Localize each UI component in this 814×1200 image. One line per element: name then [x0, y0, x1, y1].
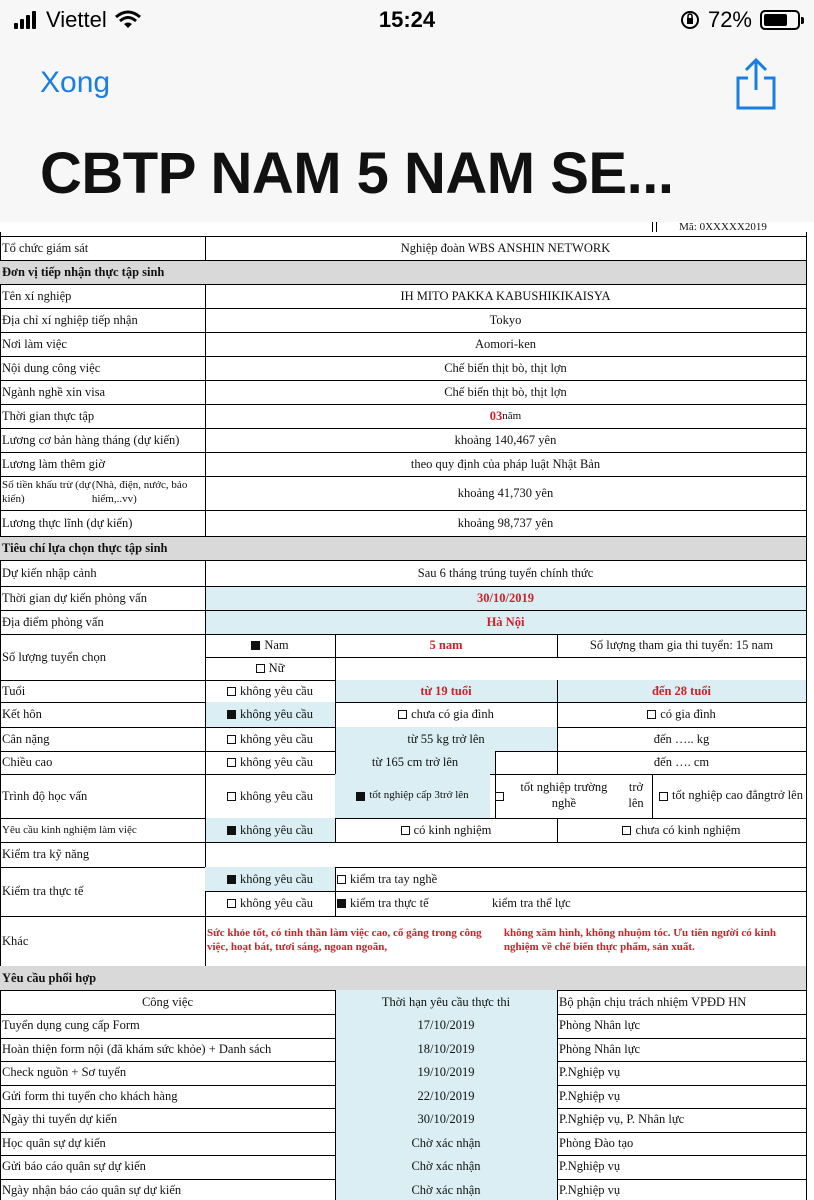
task-dept: Phòng Đào tạo: [559, 1135, 634, 1150]
net-value: khoảng 98,737 yên: [457, 515, 554, 530]
weight-from: từ 55 kg trở lên: [335, 727, 557, 751]
edu-no-req: [205, 774, 335, 818]
field-label: Khác: [2, 933, 29, 948]
exp-no-req: [205, 818, 335, 842]
field-label: Tổ chức giám sát: [2, 240, 89, 255]
task-dept: Phòng Nhân lực: [559, 1018, 641, 1033]
cell-text: Sức khỏe tốt, có tinh thần làm việc cao, cố gắng trong công việc, hoạt bát, tươi sáng, ngoan ngoãn,: [207, 927, 482, 953]
field-label: Chiều cao: [2, 755, 53, 769]
grid-line: [0, 260, 806, 261]
cell-text: (Nhà, điện, nước, bảo hiểm,..vv): [91, 479, 188, 505]
practical-no-req-2: [205, 891, 335, 916]
other-requirements: [205, 916, 806, 966]
grid-line: [0, 428, 806, 429]
checkbox-empty-icon: [227, 899, 236, 908]
battery-percent: 72%: [707, 7, 752, 32]
task-dept: Phòng Nhân lực: [559, 1041, 641, 1056]
field-label: Kiểm tra kỹ năng: [2, 847, 90, 861]
task-name: Ngày nhận báo cáo quân sự dự kiến: [2, 1182, 182, 1197]
grid-line: [652, 774, 653, 818]
done-button[interactable]: Xong: [40, 66, 111, 99]
task-deadline: 30/10/2019: [335, 1108, 557, 1132]
cell-text: có gia đình: [660, 707, 716, 721]
checkbox-checked-icon: [227, 826, 236, 835]
grid-line: [557, 751, 558, 774]
grid-line: [205, 634, 206, 680]
col-header-deadline: Thời hạn yêu cầu thực thi: [335, 990, 557, 1014]
male-count: 5 nam: [429, 638, 463, 652]
cell-text: không yêu cầu: [240, 788, 313, 803]
cell-text: không yêu cầu: [240, 755, 313, 769]
workplace-value: Aomori-ken: [474, 336, 537, 351]
checkbox-empty-icon: [227, 758, 236, 767]
task-dept: P.Nghiệp vụ: [559, 1088, 621, 1103]
task-deadline: 19/10/2019: [335, 1061, 557, 1085]
col-header-dept: Bộ phận chịu trách nhiệm VPĐD HN: [559, 994, 747, 1009]
checkbox-checked-icon: [251, 641, 260, 650]
task-deadline: 18/10/2019: [335, 1038, 557, 1062]
field-label: [0, 476, 205, 510]
grid-line: [205, 284, 206, 536]
field-label: Dự kiến nhập cảnh: [2, 565, 97, 580]
orientation-lock-icon: [680, 10, 700, 30]
carrier-name: Viettel: [46, 7, 107, 32]
task-name: Gửi form thi tuyển cho khách hàng: [2, 1088, 178, 1103]
task-deadline: Chờ xác nhận: [335, 1132, 557, 1156]
checkbox-empty-icon: [227, 687, 236, 696]
participants-count: Số lượng tham gia thi tuyển: 15 nam: [589, 638, 774, 652]
grid-line: [0, 308, 806, 309]
section-coordination: Yêu cầu phối hợp: [0, 966, 806, 990]
viewer-header: [0, 0, 814, 222]
field-label: Ngành nghề xin visa: [2, 384, 106, 399]
share-icon[interactable]: [735, 58, 777, 110]
cell-text: có kinh nghiệm: [413, 822, 492, 837]
checkbox-empty-icon: [401, 826, 410, 835]
task-deadline: 22/10/2019: [335, 1085, 557, 1109]
task-dept: P.Nghiệp vụ: [559, 1065, 621, 1080]
cell-text: kiểm tra thực tế: [350, 896, 429, 910]
weight-no-req: [205, 727, 335, 751]
marital-single: [335, 702, 557, 727]
cell-text: trở lên: [439, 789, 469, 802]
grid-line: [0, 404, 806, 405]
grid-line: [335, 680, 336, 774]
grid-line: [0, 476, 806, 477]
clock: 15:24: [378, 7, 436, 32]
task-deadline: 17/10/2019: [335, 1014, 557, 1038]
grid-line: [0, 380, 806, 381]
grid-line: [335, 990, 336, 1200]
checkbox-empty-icon: [659, 792, 668, 801]
document-table: [0, 222, 814, 1200]
grid-line: [557, 680, 558, 751]
cell-text: trở lên: [628, 780, 644, 810]
task-name: Gửi báo cáo quân sự dự kiến: [2, 1159, 146, 1174]
cell-text: không yêu cầu: [240, 731, 313, 746]
task-dept: P.Nghiệp vụ: [559, 1182, 621, 1197]
header-code: Mã: 0XXXXX2019: [679, 222, 767, 232]
grid-line: [656, 222, 657, 232]
duration-unit: năm: [502, 410, 522, 422]
task-dept: P.Nghiệp vụ: [559, 1159, 621, 1174]
entry-value: Sau 6 tháng trúng tuyển chính thức: [417, 565, 594, 580]
cell-text: không yêu cầu: [240, 822, 313, 837]
skill-test: [335, 867, 806, 891]
cell-text: chưa có kinh nghiệm: [635, 822, 741, 837]
task-dept: P.Nghiệp vụ, P. Nhân lực: [559, 1112, 685, 1127]
field-label: Lương làm thêm giờ: [2, 456, 105, 471]
marital-no-req: [205, 702, 335, 727]
task-name: Tuyển dụng cung cấp Form: [2, 1018, 140, 1033]
cell-text: kiểm tra tay nghề: [350, 871, 438, 886]
grid-line: [806, 232, 807, 1200]
field-label: Trình độ học vấn: [2, 788, 88, 803]
field-label: Lương thực lĩnh (dự kiến): [2, 515, 133, 530]
field-label: Kết hôn: [2, 707, 42, 721]
field-label: Địa điểm phỏng vấn: [2, 614, 104, 629]
grid-line: [0, 236, 806, 237]
grid-line: [0, 586, 806, 587]
field-label: Tên xí nghiệp: [2, 288, 72, 303]
interview-place-value: Hà Nội: [205, 610, 806, 634]
checkbox-empty-icon: [227, 735, 236, 744]
grid-line: [0, 610, 806, 611]
grid-line: [0, 510, 806, 511]
field-label: Địa chỉ xí nghiệp tiếp nhận: [2, 312, 138, 327]
grid-line: [205, 916, 206, 966]
cell-text: không yêu cầu: [240, 896, 313, 910]
cell-text: Nam: [264, 638, 289, 652]
grid-line: [557, 990, 558, 1200]
task-name: Ngày thi tuyển dự kiến: [2, 1112, 118, 1127]
supervisor-value: Nghiệp đoàn WBS ANSHIN NETWORK: [400, 240, 611, 255]
grid-line: [0, 284, 806, 285]
field-label: Số lượng tuyển chọn: [2, 649, 107, 664]
status-bar: [0, 0, 814, 40]
company-value: IH MITO PAKKA KABUSHIKIKAISYA: [400, 288, 611, 303]
document-title: CBTP NAM 5 NAM SE...: [40, 141, 674, 206]
grid-line: [335, 867, 336, 916]
grid-line: [0, 356, 806, 357]
salary-value: khoảng 140,467 yên: [454, 432, 557, 447]
cell-text: không yêu cầu: [240, 707, 313, 721]
cell-text: tốt nghiệp trường nghề: [520, 780, 608, 810]
cell-text: Nữ: [268, 661, 285, 675]
cell-text: tốt nghiệp cấp 3: [369, 789, 440, 802]
cell-text: trở lên: [770, 788, 803, 803]
grid-line: [0, 452, 806, 453]
checkbox-checked-icon: [337, 899, 346, 908]
marital-married: [557, 702, 806, 727]
visa-value: Chế biến thịt bò, thịt lợn: [444, 384, 567, 399]
grid-line: [205, 657, 806, 658]
age-no-req: [205, 680, 335, 702]
checkbox-empty-icon: [647, 710, 656, 719]
field-label: Lương cơ bản hàng tháng (dự kiến): [2, 432, 180, 447]
edu-highschool: [335, 774, 490, 818]
job-content-value: Chế biến thịt bò, thịt lợn: [444, 360, 567, 375]
address-value: Tokyo: [489, 312, 522, 327]
grid-line: [557, 818, 558, 842]
checkbox-empty-icon: [337, 875, 346, 884]
edu-college: [656, 774, 806, 818]
task-deadline: Chờ xác nhận: [335, 1155, 557, 1179]
practical-no-req-1: [205, 867, 335, 891]
checkbox-empty-icon: [622, 826, 631, 835]
field-label: Kiểm tra thực tế: [2, 884, 84, 898]
field-label: Nơi làm việc: [2, 336, 67, 351]
checkbox-checked-icon: [356, 792, 365, 801]
field-label: Tuổi: [2, 683, 26, 698]
field-label: Thời gian dự kiến phỏng vấn: [2, 590, 147, 605]
grid-line: [652, 222, 653, 232]
deduction-value: khoảng 41,730 yên: [457, 485, 554, 500]
checkbox-empty-icon: [398, 710, 407, 719]
grid-line: [557, 634, 558, 657]
cell-text: không yêu cầu: [240, 683, 313, 698]
fitness-test: kiểm tra thể lực: [492, 896, 571, 910]
field-label: Thời gian thực tập: [2, 408, 95, 423]
field-label: Nội dung công việc: [2, 360, 101, 375]
exp-yes: [335, 818, 557, 842]
exp-no: [557, 818, 806, 842]
checkbox-empty-icon: [227, 792, 236, 801]
overtime-value: theo quy định của pháp luật Nhật Bản: [410, 456, 601, 471]
grid-line: [205, 818, 206, 842]
cell-text: không xăm hình, không nhuộm tóc. Ưu tiên người có kinh nghiệm về chế biến thực phẩm, sản xuất.: [503, 927, 776, 953]
task-name: Học quân sự dự kiến: [2, 1135, 106, 1150]
task-name: Check nguồn + Sơ tuyển: [2, 1065, 127, 1080]
weight-to: đến ….. kg: [653, 731, 710, 746]
checkbox-empty-icon: [256, 664, 265, 673]
duration-value: [205, 404, 806, 428]
section-criteria: Tiêu chí lựa chọn thực tập sinh: [0, 536, 806, 560]
age-from: từ 19 tuổi: [335, 680, 557, 702]
female-option: [205, 657, 335, 680]
checkbox-empty-icon: [495, 792, 504, 801]
grid-line: [205, 560, 206, 634]
grid-line: [335, 818, 336, 842]
interview-time-value: 30/10/2019: [205, 586, 806, 610]
edu-vocational: [495, 774, 652, 818]
battery-icon: [760, 10, 800, 30]
task-name: Hoàn thiện form nội (đã khám sức khỏe) + Danh sách: [2, 1041, 272, 1056]
cell-text: không yêu cầu: [240, 871, 313, 886]
practical-test: [335, 891, 490, 916]
field-label: Cân nặng: [2, 731, 50, 746]
height-from: từ 165 cm trở lên: [335, 751, 495, 774]
task-deadline: Chờ xác nhận: [335, 1179, 557, 1200]
duration-number: 03: [489, 408, 503, 423]
field-label: Yêu cầu kinh nghiệm làm việc: [2, 824, 137, 836]
grid-line: [205, 236, 206, 260]
grid-line: [0, 560, 806, 561]
height-to: đến …. cm: [653, 755, 710, 769]
male-option: [205, 634, 335, 657]
cell-text: tốt nghiệp cao đẳng: [672, 788, 771, 803]
section-receiving: Đơn vị tiếp nhận thực tập sinh: [0, 260, 806, 284]
col-header-task: Công việc: [141, 994, 194, 1009]
grid-line: [335, 634, 336, 680]
height-no-req: [205, 751, 335, 774]
age-to: đến 28 tuổi: [557, 680, 806, 702]
grid-line: [0, 536, 806, 537]
checkbox-checked-icon: [227, 875, 236, 884]
cell-text: Số tiền khấu trừ (dự kiến): [2, 479, 91, 505]
checkbox-checked-icon: [227, 710, 236, 719]
grid-line: [0, 332, 806, 333]
cell-text: chưa có gia đình: [411, 707, 494, 721]
